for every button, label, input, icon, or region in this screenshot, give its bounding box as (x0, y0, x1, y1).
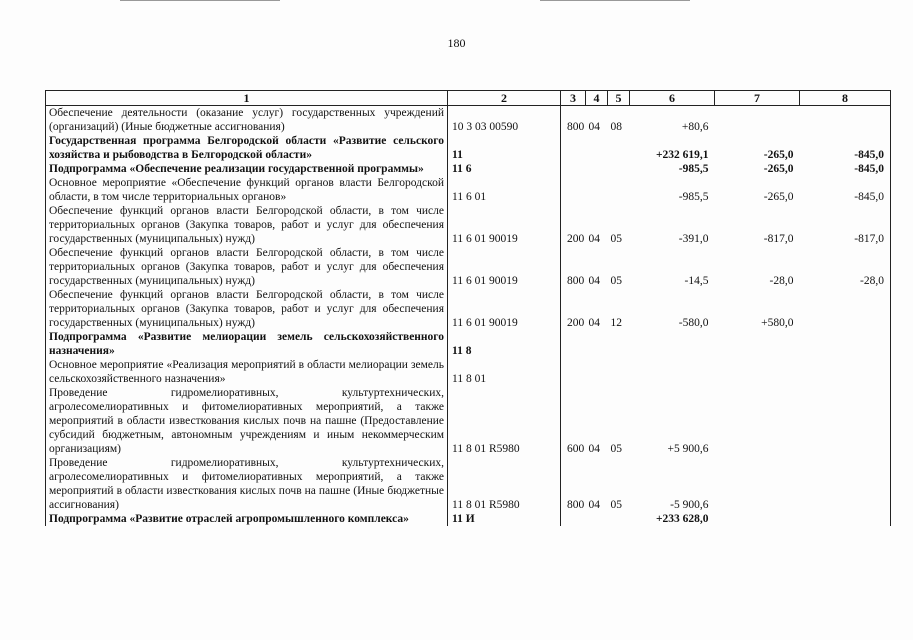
amount-col8 (800, 330, 891, 358)
expense-type: 800 (567, 499, 585, 511)
item-name: Обеспечение функций органов власти Белгородской области, в том числе территориальных органов (Закупка товаров, работ и услуг для обеспечения государственных (муниципальных) нужд) (46, 288, 448, 330)
item-name: Основное мероприятие «Обеспечение функций органов власти Белгородской области, в том числе территориальных органов» (46, 176, 448, 204)
amount-col8: -817,0 (800, 204, 891, 246)
column-header: 7 (715, 91, 800, 106)
amount-col7 (715, 456, 800, 512)
amount-col6 (630, 358, 715, 386)
section-code: 04 (588, 499, 600, 511)
subsection-code: 05 (610, 233, 622, 245)
subsection-code (608, 330, 630, 358)
expense-type: 200 (567, 233, 585, 245)
amount-col6: +232 619,1 (655, 149, 709, 161)
expense-type (561, 330, 586, 358)
amount-col6: +5 900,6 (667, 443, 709, 455)
amount-col7: -28,0 (769, 275, 794, 287)
amount-col8: -845,0 (800, 162, 891, 176)
subsection-code: 05 (610, 443, 622, 455)
amount-col7: -265,0 (763, 149, 794, 161)
amount-col7: -265,0 (763, 163, 794, 175)
table-row (46, 288, 891, 330)
item-name: Подпрограмма «Развитие отраслей агропромышленного комплекса» (46, 512, 448, 526)
amount-col6: -580,0 (678, 317, 709, 329)
amount-col8 (800, 288, 891, 330)
item-name: Обеспечение функций органов власти Белгородской области, в том числе территориальных органов (Закупка товаров, работ и услуг для обеспечения государственных (муниципальных) нужд) (46, 246, 448, 288)
table-row (46, 330, 891, 358)
section-code: 04 (588, 233, 600, 245)
section-code (586, 512, 608, 526)
subsection-code (608, 162, 630, 176)
expense-type: 800 (567, 121, 585, 133)
item-name: Государственная программа Белгородской области «Развитие сельского хозяйства и рыбоводства в Белгородской области» (46, 134, 448, 162)
table-row (46, 162, 891, 176)
target-code: 11 6 01 90019 (448, 204, 561, 246)
amount-col6: +80,6 (681, 121, 709, 133)
amount-col7: -265,0 (763, 191, 794, 203)
table-row (46, 176, 891, 204)
subsection-code: 05 (610, 275, 622, 287)
table-row (46, 386, 891, 456)
target-code: 11 6 01 (448, 176, 561, 204)
page-number: 180 (447, 36, 466, 50)
section-code (586, 134, 608, 162)
subsection-code (608, 512, 630, 526)
table-row (46, 204, 891, 246)
amount-col7: +580,0 (761, 317, 794, 329)
expense-type: 800 (567, 275, 585, 287)
column-header: 3 (561, 91, 586, 106)
target-code: 11 6 01 90019 (448, 246, 561, 288)
column-header: 4 (586, 91, 608, 106)
section-code (586, 330, 608, 358)
amount-col8 (800, 106, 891, 135)
amount-col6: +233 628,0 (655, 513, 709, 525)
target-code: 11 8 01 R5980 (448, 456, 561, 512)
amount-col6: -5 900,6 (670, 499, 709, 511)
section-code: 04 (588, 275, 600, 287)
amount-col8: -845,0 (800, 176, 891, 204)
item-name: Проведение гидромелиоративных, культуртехнических, агролесомелиоративных и фитомелиоративных мероприятий, а также мероприятий в области известкования кислых почв на пашне (Иные бюджетные ассигнования) (46, 456, 448, 512)
amount-col8 (800, 358, 891, 386)
table-row (46, 134, 891, 162)
target-code: 11 8 01 R5980 (448, 386, 561, 456)
table-header-row (46, 91, 891, 106)
amount-col7 (715, 386, 800, 456)
amount-col6: -14,5 (684, 275, 709, 287)
table-row (46, 246, 891, 288)
section-code (586, 176, 608, 204)
expense-type: 200 (567, 317, 585, 329)
column-header: 8 (800, 91, 891, 106)
target-code: 11 И (448, 512, 561, 526)
table-row (46, 106, 891, 135)
target-code: 10 3 03 00590 (448, 106, 561, 135)
column-header: 5 (608, 91, 630, 106)
amount-col8 (800, 512, 891, 526)
section-code: 04 (588, 317, 600, 329)
target-code: 11 (448, 134, 561, 162)
item-name: Обеспечение функций органов власти Белгородской области, в том числе территориальных органов (Закупка товаров, работ и услуг для обеспечения государственных (муниципальных) нужд) (46, 204, 448, 246)
subsection-code (608, 134, 630, 162)
item-name: Подпрограмма «Обеспечение реализации государственной программы» (46, 162, 448, 176)
section-code (586, 358, 608, 386)
section-code: 04 (588, 121, 600, 133)
table-row (46, 456, 891, 512)
amount-col6 (630, 330, 715, 358)
target-code: 11 8 01 (448, 358, 561, 386)
column-header: 1 (46, 91, 448, 106)
expense-type (561, 358, 586, 386)
amount-col8: -845,0 (800, 134, 891, 162)
expense-type (561, 134, 586, 162)
subsection-code (608, 176, 630, 204)
item-name: Обеспечение деятельности (оказание услуг) государственных учреждений (организаций) (Иные бюджетные ассигнования) (46, 106, 448, 135)
target-code: 11 6 01 90019 (448, 288, 561, 330)
amount-col7 (715, 512, 800, 526)
item-name: Проведение гидромелиоративных, культуртехнических, агролесомелиоративных и фитомелиоративных мероприятий, а также мероприятий в области известкования кислых почв на пашне (Предоставление субсидий бюджетным, автономным учреждениям и иным некоммерческим организациям) (46, 386, 448, 456)
amount-col7 (715, 330, 800, 358)
section-code: 04 (588, 443, 600, 455)
table-row (46, 358, 891, 386)
amount-col6: -985,5 (678, 191, 709, 203)
table-row (46, 512, 891, 526)
subsection-code: 08 (610, 121, 622, 133)
column-header: 6 (630, 91, 715, 106)
subsection-code: 05 (610, 499, 622, 511)
expense-type (561, 176, 586, 204)
column-header: 2 (448, 91, 561, 106)
expense-type (561, 162, 586, 176)
amount-col6: -985,5 (678, 163, 709, 175)
amount-col6: -391,0 (678, 233, 709, 245)
budget-table (45, 90, 891, 526)
scan-edge-line (120, 0, 280, 1)
amount-col7: -817,0 (763, 233, 794, 245)
amount-col8 (800, 456, 891, 512)
expense-type (561, 512, 586, 526)
item-name: Основное мероприятие «Реализация мероприятий в области мелиорации земель сельскохозяйственного назначения» (46, 358, 448, 386)
expense-type: 600 (567, 443, 585, 455)
section-code (586, 162, 608, 176)
amount-col8: -28,0 (800, 246, 891, 288)
item-name: Подпрограмма «Развитие мелиорации земель сельскохозяйственного назначения» (46, 330, 448, 358)
amount-col7 (715, 358, 800, 386)
amount-col7 (715, 106, 800, 135)
subsection-code (608, 358, 630, 386)
target-code: 11 8 (448, 330, 561, 358)
scan-edge-line (540, 0, 690, 1)
amount-col8 (800, 386, 891, 456)
subsection-code: 12 (610, 317, 622, 329)
target-code: 11 6 (448, 162, 561, 176)
